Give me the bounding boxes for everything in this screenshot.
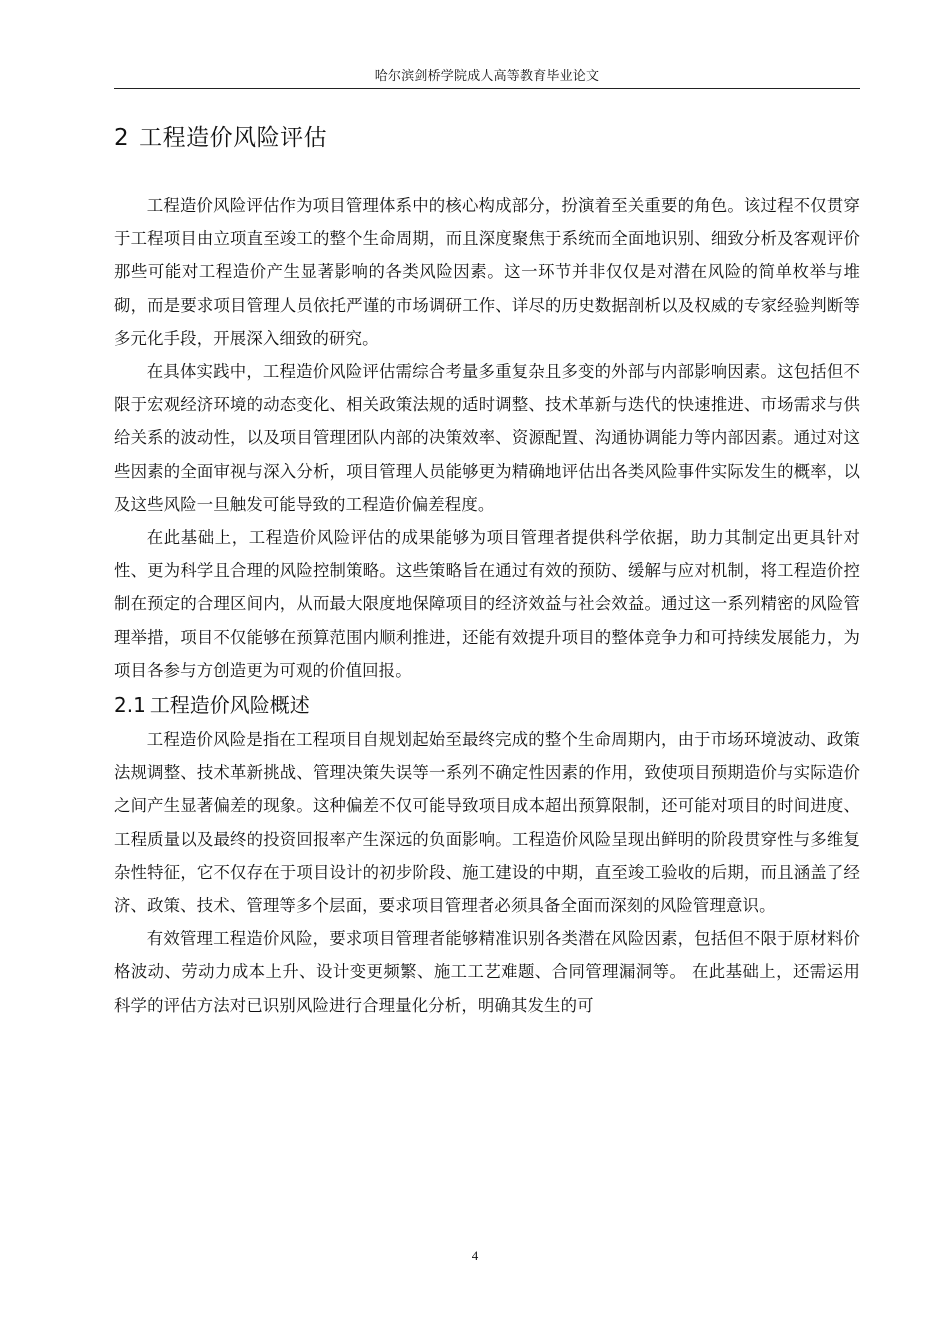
section-paragraph-1: 工程造价风险是指在工程项目自规划起始至最终完成的整个生命周期内，由于市场环境波动、政策法规调整、技术革新挑战、管理决策失误等一系列不确定性因素的作用，致使项目预期造价与实际造价之间产生显著偏差的现象。这种偏差不仅可能导致项目成本超出预算限制，还可能对项目的时间进度、工程质量以及最终的投资回报率产生深远的负面影响。工程造价风险呈现出鲜明的阶段贯穿性与多维复杂性特征，它不仅存在于项目设计的初步阶段、施工建设的中期，直至竣工验收的后期，而且涵盖了经济、政策、技术、管理等多个层面，要求项目管理者必须具备全面而深刻的风险管理意识。	[114, 730, 860, 916]
chapter-paragraph-3: 在此基础上，工程造价风险评估的成果能够为项目管理者提供科学依据，助力其制定出更具针对性、更为科学且合理的风险控制策略。这些策略旨在通过有效的预防、缓解与应对机制，将工程造价控制在预定的合理区间内，从而最大限度地保障项目的经济效益与社会效益。通过这一系列精密的风险管理举措，项目不仅能够在预算范围内顺利推进，还能有效提升项目的整体竞争力和可持续发展能力，为项目各参与方创造更为可观的价值回报。	[114, 528, 860, 680]
section-number: 2.1	[114, 693, 146, 718]
section-heading	[114, 689, 860, 721]
page-header	[114, 60, 860, 89]
chapter-title: 工程造价风险评估	[139, 125, 328, 151]
chapter-paragraph-1: 工程造价风险评估作为项目管理体系中的核心构成部分，扮演着至关重要的角色。该过程不仅贯穿于工程项目由立项直至竣工的整个生命周期，而且深度聚焦于系统而全面地识别、细致分析及客观评价那些可能对工程造价产生显著影响的各类风险因素。这一环节并非仅仅是对潜在风险的简单枚举与堆砌，而是要求项目管理人员依托严谨的市场调研工作、详尽的历史数据剖析以及权威的专家经验判断等多元化手段，开展深入细致的研究。	[114, 196, 860, 348]
chapter-paragraph-2: 在具体实践中，工程造价风险评估需综合考量多重复杂且多变的外部与内部影响因素。这包括但不限于宏观经济环境的动态变化、相关政策法规的适时调整、技术革新与迭代的快速推进、市场需求与供给关系的波动性，以及项目管理团队内部的决策效率、资源配置、沟通协调能力等内部因素。通过对这些因素的全面审视与深入分析，项目管理人员能够更为精确地评估出各类风险事件实际发生的概率，以及这些风险一旦触发可能导致的工程造价偏差程度。	[114, 362, 860, 514]
chapter-number: 2	[114, 125, 130, 151]
section-title: 工程造价风险概述	[149, 693, 310, 718]
running-header-title: 哈尔滨剑桥学院成人高等教育毕业论文	[374, 69, 600, 84]
page-body	[114, 116, 860, 1022]
page-number: 4	[471, 1248, 479, 1263]
chapter-heading	[114, 116, 860, 160]
section-paragraph-2: 有效管理工程造价风险，要求项目管理者能够精准识别各类潜在风险因素，包括但不限于原材料价格波动、劳动力成本上升、设计变更频繁、施工工艺难题、合同管理漏洞等。 在此基础上，还需运用科学的评估方法对已识别风险进行合理量化分析，明确其发生的可	[114, 929, 860, 1015]
